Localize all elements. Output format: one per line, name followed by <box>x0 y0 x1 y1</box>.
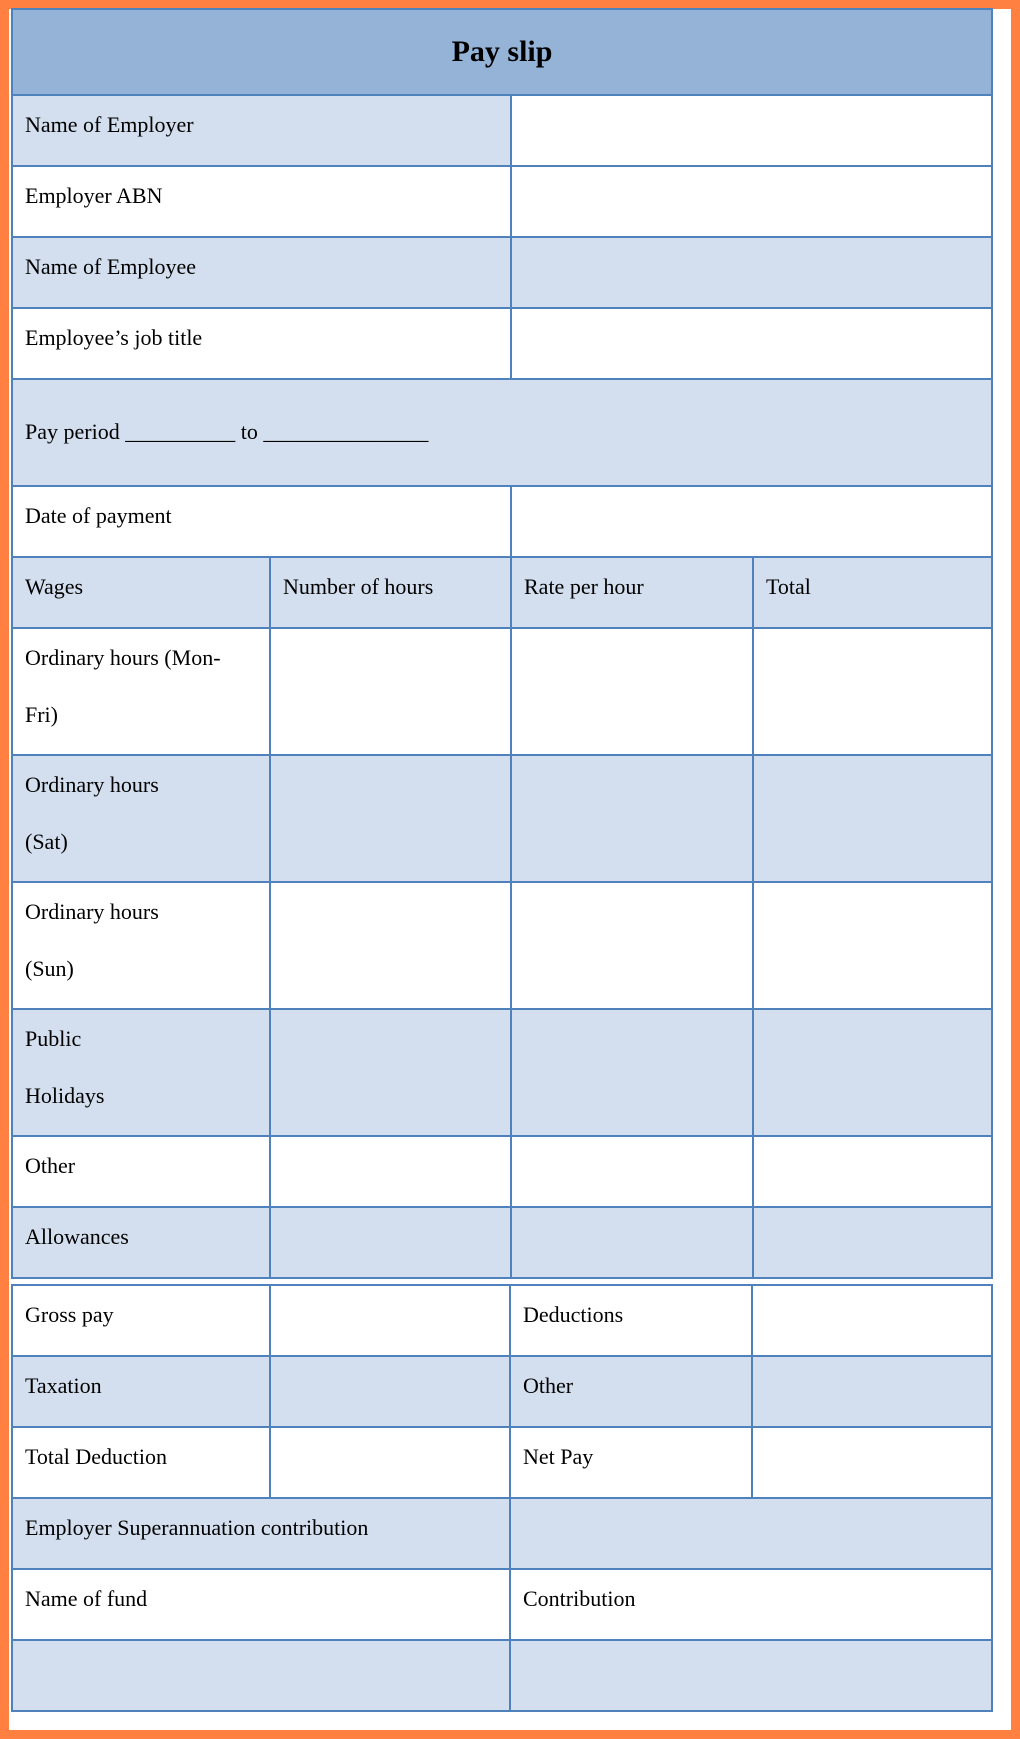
other-deduction-label: Other <box>510 1356 752 1427</box>
hours-cell[interactable] <box>270 1136 511 1207</box>
wage-row-label-line1: Ordinary hours <box>25 899 159 924</box>
taxation-label: Taxation <box>12 1356 270 1427</box>
employer-abn-label: Employer ABN <box>12 166 511 237</box>
wage-row-label-line1: Ordinary hours <box>25 772 159 797</box>
wage-row-label-line1: Ordinary hours (Mon- <box>25 645 221 670</box>
net-pay-field[interactable] <box>752 1427 992 1498</box>
other-deduction-field[interactable] <box>752 1356 992 1427</box>
pay-slip-main-table <box>11 8 993 1279</box>
hours-cell[interactable] <box>270 882 511 1009</box>
fund-name-field[interactable] <box>12 1640 510 1711</box>
hours-cell[interactable] <box>270 1207 511 1278</box>
wage-row-label-line2: (Sun) <box>25 956 74 981</box>
wage-row-label: Allowances <box>12 1207 270 1278</box>
wage-row-label-line2: (Sat) <box>25 829 68 854</box>
total-cell[interactable] <box>753 1136 992 1207</box>
gross-pay-label: Gross pay <box>12 1285 270 1356</box>
contribution-label: Contribution <box>510 1569 992 1640</box>
total-cell[interactable] <box>753 755 992 882</box>
rate-cell[interactable] <box>511 1136 753 1207</box>
employer-name-field[interactable] <box>511 95 992 166</box>
date-of-payment-field[interactable] <box>511 486 992 557</box>
rate-header: Rate per hour <box>511 557 753 628</box>
employee-name-label: Name of Employee <box>12 237 511 308</box>
rate-cell[interactable] <box>511 1207 753 1278</box>
wage-row-label-line2: Holidays <box>25 1083 105 1108</box>
total-cell[interactable] <box>753 1207 992 1278</box>
job-title-label: Employee’s job title <box>12 308 511 379</box>
job-title-field[interactable] <box>511 308 992 379</box>
wage-row-label <box>12 882 270 1009</box>
hours-cell[interactable] <box>270 628 511 755</box>
date-of-payment-label: Date of payment <box>12 486 511 557</box>
wage-row-label <box>12 755 270 882</box>
contribution-field[interactable] <box>510 1640 992 1711</box>
total-cell[interactable] <box>753 628 992 755</box>
superannuation-field[interactable] <box>510 1498 992 1569</box>
employer-name-label: Name of Employer <box>12 95 511 166</box>
superannuation-label: Employer Superannuation contribution <box>12 1498 510 1569</box>
hours-cell[interactable] <box>270 755 511 882</box>
taxation-field[interactable] <box>270 1356 510 1427</box>
rate-cell[interactable] <box>511 1009 753 1136</box>
total-deduction-label: Total Deduction <box>12 1427 270 1498</box>
wage-row-label-line1: Public <box>25 1026 82 1051</box>
net-pay-label: Net Pay <box>510 1427 752 1498</box>
wage-row-label <box>12 1009 270 1136</box>
total-cell[interactable] <box>753 882 992 1009</box>
employee-name-field[interactable] <box>511 237 992 308</box>
wage-row-label-line2: Fri) <box>25 702 58 727</box>
rate-cell[interactable] <box>511 755 753 882</box>
deductions-label: Deductions <box>510 1285 752 1356</box>
employer-abn-field[interactable] <box>511 166 992 237</box>
hours-cell[interactable] <box>270 1009 511 1136</box>
deductions-field[interactable] <box>752 1285 992 1356</box>
wage-row-label <box>12 628 270 755</box>
rate-cell[interactable] <box>511 628 753 755</box>
page-title: Pay slip <box>12 9 992 95</box>
wage-row-label: Other <box>12 1136 270 1207</box>
hours-header: Number of hours <box>270 557 511 628</box>
total-cell[interactable] <box>753 1009 992 1136</box>
total-deduction-field[interactable] <box>270 1427 510 1498</box>
gross-pay-field[interactable] <box>270 1285 510 1356</box>
rate-cell[interactable] <box>511 882 753 1009</box>
pay-period-label[interactable]: Pay period __________ to _______________ <box>12 379 992 486</box>
total-header: Total <box>753 557 992 628</box>
wages-header: Wages <box>12 557 270 628</box>
pay-summary-table <box>11 1284 993 1712</box>
fund-name-label: Name of fund <box>12 1569 510 1640</box>
